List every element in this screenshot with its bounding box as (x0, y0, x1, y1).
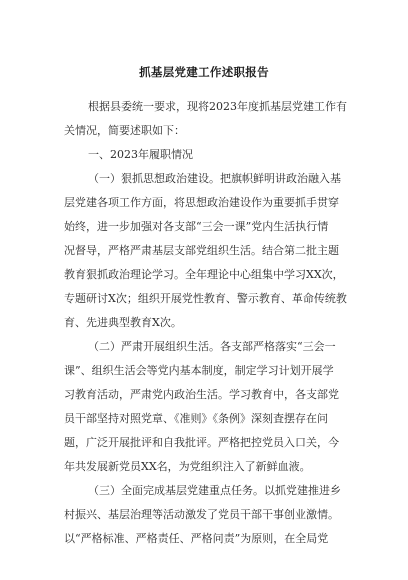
body-line: 题，广泛开展批评和自我批评。严格把控党员入口关，今 (64, 436, 339, 449)
body-line: 专题研讨X次；组织开展党性教育、警示教育、革命传统教 (64, 292, 347, 305)
document-title: 抓基层党建工作述职报告 (139, 65, 269, 79)
body-line: 根据县委统一要求，现将2023年度抓基层党建工作有 (88, 100, 347, 113)
body-line: 况督导，严格严肃基层支部党组织生活。结合第二批主题 (64, 244, 339, 257)
body-line: 年共发展新党员XX名，为党组织注入了新鲜血液。 (64, 460, 311, 473)
body-line: 员干部坚持对照党章、《准则》《条例》深刻査摆存在问 (64, 412, 328, 425)
body-line: 以“严格标准、严格责任、严格问责”为原则，在全局党 (64, 532, 329, 545)
body-line: （二）严肃开展组织生活。各支部严格落实“三会一 (88, 340, 336, 353)
body-line: 层党建各项工作方面，将思想政治建设作为重要抓手贯穿 (64, 196, 339, 209)
body-line: 村振兴、基层治理等活动激发了党员干部干事创业激情。 (64, 508, 339, 521)
body-line: 关情况，简要述职如下： (64, 124, 185, 137)
body-line: 习教育活动，严肃党内政治生活。学习教育中，各支部党 (64, 388, 339, 401)
body-line: 教育狠抓政治理论学习。全年理论中心组集中学习XX次， (64, 268, 344, 281)
body-line: （三）全面完成基层党建重点任务。以抓党建推进乡 (88, 484, 341, 497)
body-line: 课”、组织生活会等党内基本制度，制定学习计划开展学 (64, 364, 334, 377)
body-line: （一）狠抓思想政治建设。把旗帜鲜明讲政治融入基 (88, 172, 341, 185)
body-line: 育、先进典型教育X次。 (64, 316, 182, 329)
body-line: 始终，进一步加强对各支部“三会一课”党内生活执行情 (64, 220, 329, 233)
section-heading: 一、2023年履职情况 (88, 148, 193, 161)
